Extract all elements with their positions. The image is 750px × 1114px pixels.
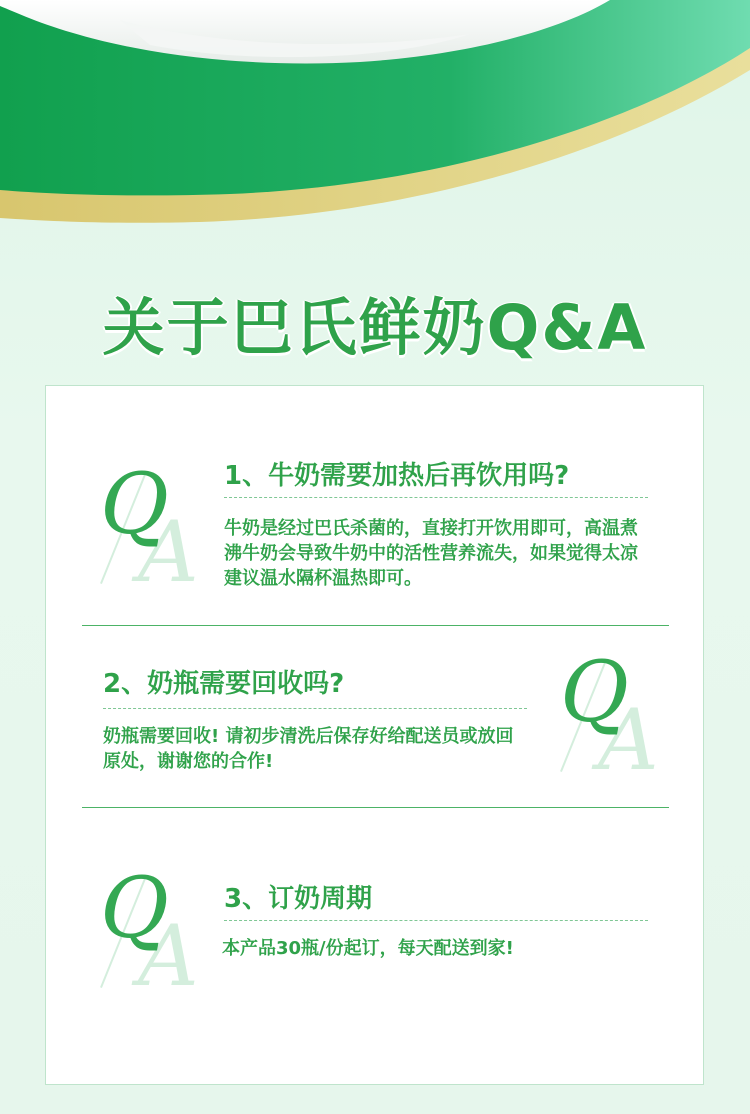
section-separator-1: [82, 625, 669, 626]
qa-letter-a: A: [598, 691, 659, 789]
question-divider-1: [224, 497, 648, 498]
qa-letter-q: Q: [100, 859, 169, 957]
hero-banner: [0, 0, 750, 240]
page-title: 关于巴氏鲜奶Q&A: [102, 291, 648, 364]
qa-logo-1: [100, 455, 200, 601]
question-title-2: 2、奶瓶需要回收吗?: [103, 669, 345, 699]
qa-logo-2: [560, 643, 660, 789]
qa-logo-3: [100, 859, 200, 1005]
qa-letter-a: A: [138, 503, 199, 601]
hero-wave-graphic: [0, 0, 750, 240]
answer-text-2: 奶瓶需要回收! 请初步清洗后保存好给配送员或放回原处，谢谢您的合作!: [103, 726, 514, 772]
qa-letter-a: A: [138, 907, 199, 1005]
qa-letter-q: Q: [560, 643, 629, 741]
answer-text-1: 牛奶是经过巴氏杀菌的，直接打开饮用即可，高温煮沸牛奶会导致牛奶中的活性营养流失，如果觉得太凉建议温水隔杯温热即可。: [224, 518, 638, 589]
question-title-3: 3、订奶周期: [224, 884, 373, 914]
question-title-1: 1、牛奶需要加热后再饮用吗?: [224, 461, 570, 491]
question-divider-3: [224, 920, 648, 921]
answer-text-3: 本产品30瓶/份起订，每天配送到家!: [222, 938, 514, 959]
question-divider-2: [103, 708, 527, 709]
section-separator-2: [82, 807, 669, 808]
qa-letter-q: Q: [100, 455, 169, 553]
